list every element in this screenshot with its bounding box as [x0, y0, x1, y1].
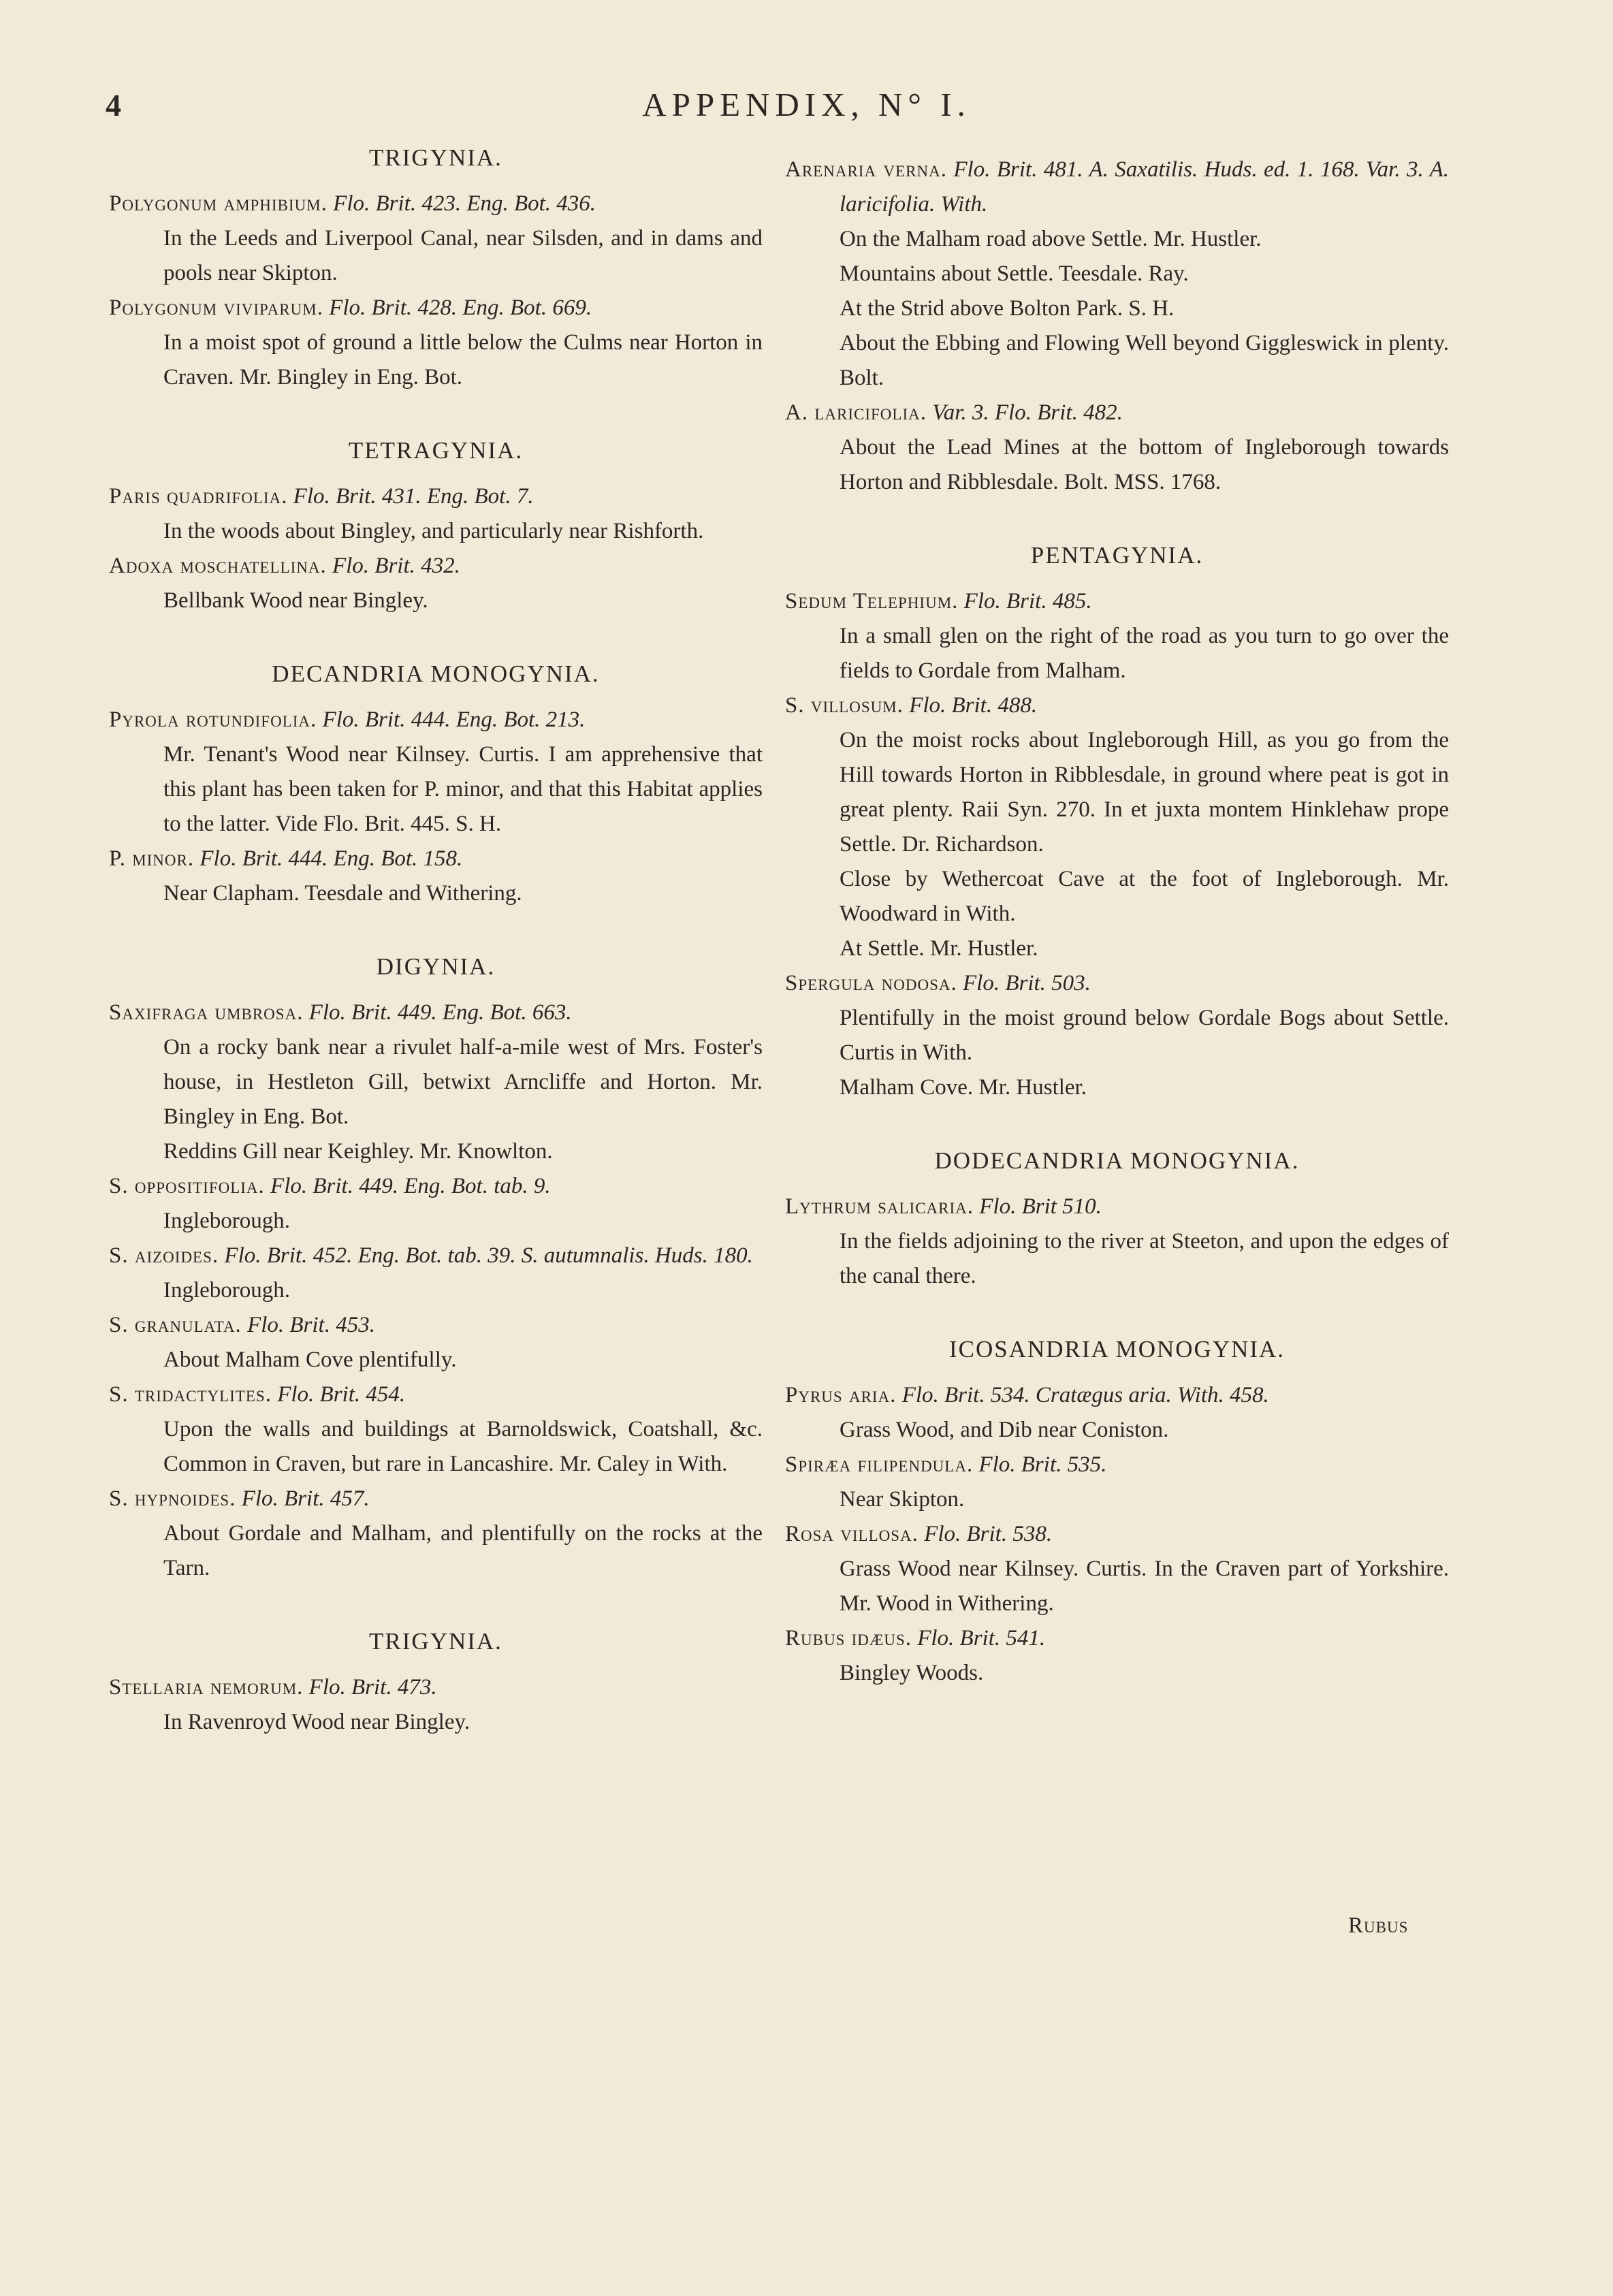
habitat-note: Ingleborough.	[163, 1209, 291, 1233]
species-name: S. villosum.	[785, 693, 904, 718]
entry-head	[785, 1378, 1449, 1413]
entry-reference: Flo. Brit. 457.	[241, 1486, 370, 1511]
plant-entry	[109, 1308, 763, 1377]
species-name: S. oppositifolia.	[109, 1174, 265, 1198]
plant-entry	[109, 1670, 763, 1740]
species-name: Rosa villosa.	[785, 1522, 919, 1546]
habitat-note: Bellbank Wood near Bingley.	[163, 588, 428, 613]
habitat-note: Mountains about Settle. Teesdale. Ray.	[840, 261, 1189, 286]
entry-reference: Flo. Brit. 534. Cratægus aria. With. 458.	[901, 1383, 1269, 1407]
plant-entry	[109, 842, 763, 911]
habitat-note: On the moist rocks about Ingleborough Hill, as you go from the Hill towards Horton in Ribblesdale, in ground where peat is got in great plenty. Raii Syn. 270. In et juxta montem Hinklehaw prope Settle. Dr. Richardson.	[840, 728, 1449, 857]
entry-reference: Flo. Brit. 452. Eng. Bot. tab. 39. S. autumnalis. Huds. 180.	[224, 1243, 753, 1268]
habitat-note: Near Clapham. Teesdale and Withering.	[163, 881, 522, 906]
section-heading: TETRAGYNIA.	[348, 437, 524, 464]
habitat-note: Grass Wood near Kilnsey. Curtis. In the Craven part of Yorkshire. Mr. Wood in Withering.	[840, 1557, 1449, 1616]
species-name: Polygonum amphibium.	[109, 191, 328, 216]
species-name: Saxifraga umbrosa.	[109, 1000, 304, 1025]
species-name: P. minor.	[109, 846, 195, 871]
entry-reference: Flo. Brit. 449. Eng. Bot. tab. 9.	[270, 1174, 551, 1198]
entry-reference: Flo. Brit. 432.	[332, 554, 460, 578]
entry-head	[109, 187, 763, 221]
entry-reference: Flo. Brit. 538.	[924, 1522, 1053, 1546]
species-name: Pyrus aria.	[785, 1383, 897, 1407]
habitat-note: On the Malham road above Settle. Mr. Hustler.	[840, 227, 1262, 251]
species-name: Arenaria verna.	[785, 157, 947, 182]
species-name: Spergula nodosa.	[785, 971, 957, 995]
plant-entry	[109, 1239, 763, 1308]
plant-entry	[785, 584, 1449, 688]
species-name: Paris quadrifolia.	[109, 484, 288, 509]
entry-head	[109, 1308, 763, 1343]
plant-entry	[785, 688, 1449, 966]
habitat-note: Plentifully in the moist ground below Gordale Bogs about Settle. Curtis in With.	[840, 1006, 1449, 1065]
plant-entry	[785, 966, 1449, 1105]
species-name: Rubus idæus.	[785, 1626, 912, 1651]
species-name: A. laricifolia.	[785, 400, 927, 425]
entry-head	[785, 1621, 1449, 1656]
entry-head	[109, 1239, 763, 1273]
plant-entry	[109, 187, 763, 291]
page-number: 4	[106, 88, 121, 123]
habitat-note: In the fields adjoining to the river at Steeton, and upon the edges of the canal there.	[840, 1229, 1449, 1288]
entry-reference: Flo. Brit. 485.	[963, 589, 1092, 613]
habitat-note: At Settle. Mr. Hustler.	[840, 936, 1038, 961]
entry-reference: Flo. Brit. 481. A. Saxatilis. Huds. ed. 1. 168. Var. 3. A. laricifolia. With.	[840, 157, 1449, 217]
entry-reference: Flo. Brit. 444. Eng. Bot. 213.	[322, 707, 586, 732]
plant-entry	[785, 1190, 1449, 1294]
species-name: Adoxa moschatellina.	[109, 554, 327, 578]
species-name: Polygonum viviparum.	[109, 296, 323, 320]
section-heading: DIGYNIA.	[376, 953, 496, 980]
habitat-note: About Malham Cove plentifully.	[163, 1348, 457, 1372]
plant-entry	[785, 1517, 1449, 1621]
species-name: Stellaria nemorum.	[109, 1675, 304, 1700]
habitat-note: Ingleborough.	[163, 1278, 291, 1303]
section-heading: DODECANDRIA MONOGYNIA.	[934, 1147, 1300, 1174]
entry-head	[109, 995, 763, 1030]
catchword: Rubus	[1348, 1913, 1409, 1938]
plant-entry	[785, 1378, 1449, 1448]
species-name: S. granulata.	[109, 1313, 242, 1337]
entry-reference: Flo. Brit 510.	[979, 1194, 1102, 1219]
left-column	[109, 143, 763, 1740]
right-column	[785, 143, 1449, 1691]
species-name: S. hypnoides.	[109, 1486, 236, 1511]
entry-reference: Flo. Brit. 423. Eng. Bot. 436.	[333, 191, 596, 216]
entry-head	[109, 842, 763, 876]
plant-entry	[785, 153, 1449, 396]
entry-reference: Flo. Brit. 473.	[308, 1675, 437, 1700]
plant-entry	[109, 479, 763, 549]
entry-head	[109, 291, 763, 325]
entry-head	[109, 549, 763, 584]
habitat-note: Upon the walls and buildings at Barnoldswick, Coatshall, &c. Common in Craven, but rare in Lancashire. Mr. Caley in With.	[163, 1417, 763, 1476]
plant-entry	[109, 1377, 763, 1482]
entry-reference: Flo. Brit. 503.	[963, 971, 1091, 995]
entry-head	[109, 1377, 763, 1412]
entry-reference: Flo. Brit. 431. Eng. Bot. 7.	[293, 484, 534, 509]
habitat-note: Reddins Gill near Keighley. Mr. Knowlton.	[163, 1139, 553, 1164]
entry-head	[109, 703, 763, 737]
species-name: Pyrola rotundifolia.	[109, 707, 317, 732]
habitat-note: About Gordale and Malham, and plentifully on the rocks at the Tarn.	[163, 1521, 763, 1580]
running-head: APPENDIX, N° I.	[642, 86, 971, 123]
habitat-note: In a moist spot of ground a little below the Culms near Horton in Craven. Mr. Bingley in Eng. Bot.	[163, 330, 763, 389]
plant-entry	[109, 549, 763, 618]
entry-head	[109, 1670, 763, 1705]
habitat-note: Mr. Tenant's Wood near Kilnsey. Curtis. I am apprehensive that this plant has been taken for P. minor, and that this Habitat applies to the latter. Vide Flo. Brit. 445. S. H.	[163, 742, 763, 836]
section-heading: ICOSANDRIA MONOGYNIA.	[948, 1336, 1285, 1362]
entry-reference: Flo. Brit. 444. Eng. Bot. 158.	[199, 846, 463, 871]
plant-entry	[785, 1621, 1449, 1691]
entry-head	[109, 479, 763, 514]
entry-reference: Var. 3. Flo. Brit. 482.	[932, 400, 1123, 425]
plant-entry	[109, 1169, 763, 1239]
plant-entry	[785, 1448, 1449, 1517]
entry-reference: Flo. Brit. 454.	[277, 1382, 406, 1407]
section-heading: TRIGYNIA.	[369, 1628, 502, 1655]
entry-head	[785, 153, 1449, 222]
habitat-note: Grass Wood, and Dib near Coniston.	[840, 1418, 1169, 1442]
entry-head	[785, 584, 1449, 619]
entry-head	[785, 1448, 1449, 1482]
entry-reference: Flo. Brit. 428. Eng. Bot. 669.	[329, 296, 592, 320]
section-heading: DECANDRIA MONOGYNIA.	[272, 660, 600, 687]
species-name: Lythrum salicaria.	[785, 1194, 974, 1219]
plant-entry	[109, 1482, 763, 1586]
entry-reference: Flo. Brit. 488.	[909, 693, 1038, 718]
plant-entry	[109, 703, 763, 842]
entry-head	[109, 1169, 763, 1204]
habitat-note: At the Strid above Bolton Park. S. H.	[840, 296, 1175, 321]
entry-head	[785, 966, 1449, 1001]
habitat-note: In Ravenroyd Wood near Bingley.	[163, 1710, 470, 1734]
habitat-note: Bingley Woods.	[840, 1661, 984, 1685]
species-name: S. tridactylites.	[109, 1382, 272, 1407]
plant-entry	[109, 291, 763, 395]
species-name: Spiræa filipendula.	[785, 1452, 974, 1477]
entry-reference: Flo. Brit. 535.	[978, 1452, 1107, 1477]
plant-entry	[109, 995, 763, 1169]
section-heading: PENTAGYNIA.	[1030, 542, 1204, 569]
entry-reference: Flo. Brit. 453.	[247, 1313, 375, 1337]
entry-head	[785, 688, 1449, 723]
habitat-note: Near Skipton.	[840, 1487, 965, 1512]
entry-head	[785, 1517, 1449, 1552]
habitat-note: About the Ebbing and Flowing Well beyond Giggleswick in plenty. Bolt.	[840, 331, 1449, 390]
species-name: Sedum Telephium.	[785, 589, 959, 613]
entry-reference: Flo. Brit. 449. Eng. Bot. 663.	[308, 1000, 572, 1025]
entry-reference: Flo. Brit. 541.	[917, 1626, 1046, 1651]
species-name: S. aizoides.	[109, 1243, 219, 1268]
habitat-note: In the woods about Bingley, and particularly near Rishforth.	[163, 519, 704, 543]
section-heading: TRIGYNIA.	[369, 144, 502, 171]
habitat-note: In the Leeds and Liverpool Canal, near Silsden, and in dams and pools near Skipton.	[163, 226, 763, 285]
plant-entry	[785, 396, 1449, 500]
entry-head	[785, 1190, 1449, 1224]
habitat-note: About the Lead Mines at the bottom of Ingleborough towards Horton and Ribblesdale. Bolt. MSS. 1768.	[840, 435, 1449, 494]
habitat-note: Malham Cove. Mr. Hustler.	[840, 1075, 1087, 1100]
habitat-note: On a rocky bank near a rivulet half-a-mile west of Mrs. Foster's house, in Hestleton Gill, betwixt Arncliffe and Horton. Mr. Bingley in Eng. Bot.	[163, 1035, 763, 1129]
entry-head	[109, 1482, 763, 1516]
entry-head	[785, 396, 1449, 430]
habitat-note: Close by Wethercoat Cave at the foot of Ingleborough. Mr. Woodward in With.	[840, 867, 1449, 926]
habitat-note: In a small glen on the right of the road as you turn to go over the fields to Gordale from Malham.	[840, 624, 1449, 683]
